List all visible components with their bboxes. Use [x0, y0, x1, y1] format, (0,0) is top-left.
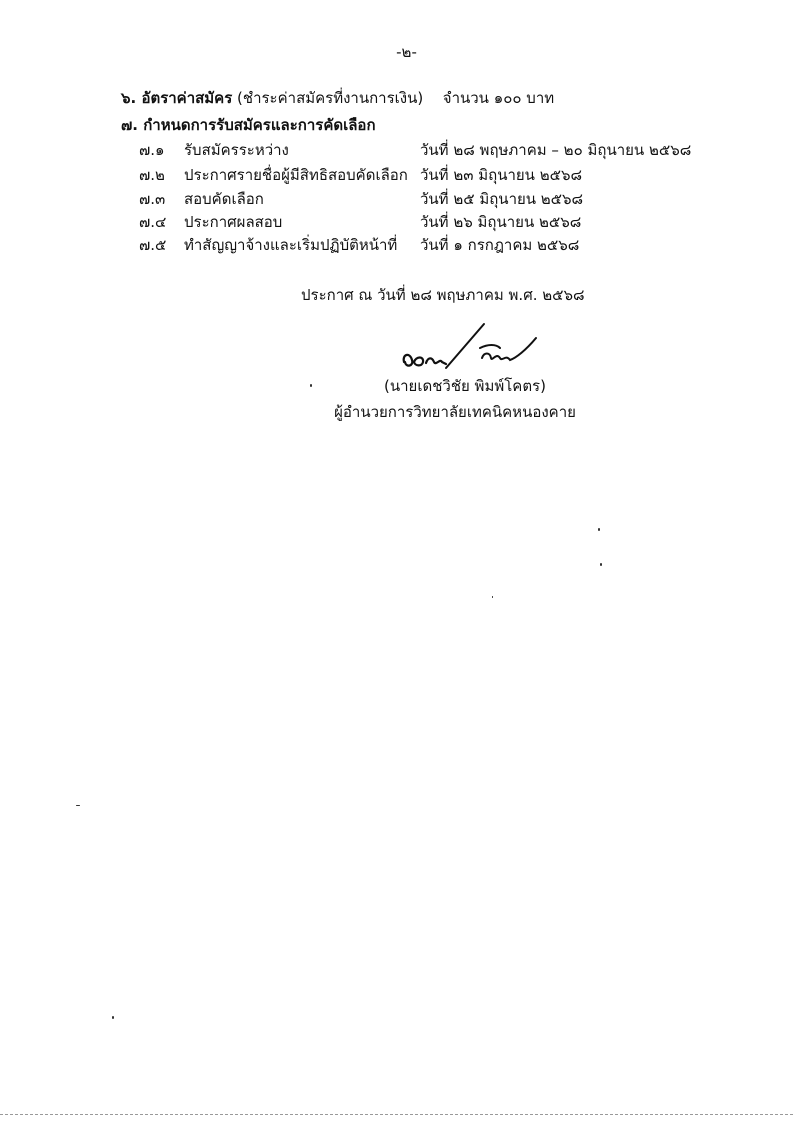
- scan-speck: [600, 563, 602, 566]
- section-6-amount: จำนวน ๑๐๐ บาท: [442, 89, 555, 107]
- section-6-detail: (ชำระค่าสมัครที่งานการเงิน): [237, 89, 424, 107]
- scan-speck: [598, 528, 600, 531]
- announcement-line: ประกาศ ณ วันที่ ๒๘ พฤษภาคม พ.ศ. ๒๕๖๘: [301, 286, 585, 304]
- signer-name: (นายเดชวิชัย พิมพ์โคตร): [384, 377, 546, 395]
- schedule-item-date: วันที่ ๒๖ มิถุนายน ๒๕๖๘: [420, 213, 582, 231]
- signer-title: ผู้อำนวยการวิทยาลัยเทคนิคหนองคาย: [334, 403, 576, 421]
- schedule-item-date: วันที่ ๒๘ พฤษภาคม – ๒๐ มิถุนายน ๒๕๖๘: [420, 141, 692, 159]
- schedule-item-label: สอบคัดเลือก: [184, 190, 264, 208]
- schedule-item-number: ๗.๑: [139, 141, 165, 159]
- scan-speck: [76, 805, 80, 806]
- section-6-heading: ๖. อัตราค่าสมัคร: [121, 89, 233, 107]
- schedule-item-label: ทำสัญญาจ้างและเริ่มปฏิบัติหน้าที่: [184, 236, 398, 254]
- schedule-item-label: รับสมัครระหว่าง: [184, 141, 289, 159]
- section-6-fee: [121, 88, 554, 108]
- schedule-item-date: วันที่ ๒๓ มิถุนายน ๒๕๖๘: [420, 166, 583, 184]
- scan-speck: [310, 384, 312, 387]
- schedule-item-date: วันที่ ๒๕ มิถุนายน ๒๕๖๘: [420, 190, 584, 208]
- schedule-item-number: ๗.๓: [139, 190, 166, 208]
- schedule-row: [139, 189, 584, 209]
- schedule-item-number: ๗.๔: [139, 213, 167, 231]
- schedule-row: [139, 235, 580, 255]
- schedule-item-number: ๗.๒: [139, 166, 165, 184]
- page-number: -๒-: [396, 43, 417, 61]
- scan-speck: [112, 1016, 114, 1019]
- scan-edge-rule: [0, 1114, 793, 1115]
- scan-speck: [492, 596, 493, 598]
- handwritten-signature: [396, 318, 546, 376]
- schedule-item-number: ๗.๕: [139, 236, 167, 254]
- schedule-item-label: ประกาศผลสอบ: [184, 213, 283, 231]
- schedule-item-date: วันที่ ๑ กรกฎาคม ๒๕๖๘: [420, 236, 580, 254]
- schedule-row: [139, 165, 583, 185]
- schedule-item-label: ประกาศรายชื่อผู้มีสิทธิสอบคัดเลือก: [184, 166, 408, 184]
- schedule-row: [139, 212, 582, 232]
- section-7-heading: ๗. กำหนดการรับสมัครและการคัดเลือก: [121, 116, 376, 134]
- schedule-row: [139, 140, 692, 160]
